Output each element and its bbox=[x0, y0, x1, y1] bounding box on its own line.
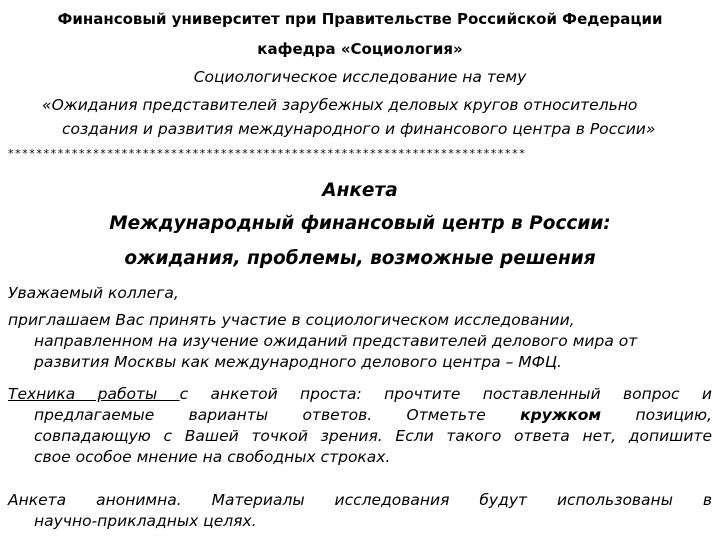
invitation-paragraph bbox=[8, 310, 712, 373]
technique-line-4: свое особое мнение на свободных строках. bbox=[34, 448, 391, 466]
anon-line-2: научно-прикладных целях. bbox=[34, 512, 257, 530]
technique-line-2-b: позицию, bbox=[635, 406, 712, 424]
questionnaire-title-line2: ожидания, проблемы, возможные решения bbox=[124, 248, 596, 269]
technique-line-2 bbox=[8, 405, 712, 426]
invite-line-2: направленном на изучение ожиданий представителей делового мира от bbox=[34, 332, 638, 350]
technique-emphasis: кружком bbox=[520, 406, 602, 424]
questionnaire-title-line1: Международный финансовый центр в России: bbox=[109, 213, 611, 234]
department-name: кафедра «Социология» bbox=[257, 40, 463, 58]
study-title-line2: создания и развития международного и финансового центра в России» bbox=[62, 120, 656, 138]
technique-line-2-a: предлагаемые варианты ответов. Отметьте bbox=[34, 406, 486, 424]
study-title-line1: «Ожидания представителей зарубежных деловых кругов относительно bbox=[42, 96, 638, 114]
university-name: Финансовый университет при Правительстве Российской Федерации bbox=[57, 10, 663, 28]
questionnaire-heading: Анкета bbox=[322, 180, 398, 201]
anon-line-1: Анкета анонимна. Материалы исследования будут использованы в bbox=[8, 491, 712, 509]
greeting-text: Уважаемый коллега, bbox=[8, 284, 179, 302]
invite-line-3: развития Москвы как международного делового центра – МФЦ. bbox=[34, 353, 562, 371]
technique-line-1 bbox=[8, 384, 712, 405]
invite-line-1: приглашаем Вас принять участие в социологическом исследовании, bbox=[8, 311, 575, 329]
technique-paragraph bbox=[8, 384, 712, 468]
technique-label: Техника работы bbox=[8, 385, 180, 403]
separator-line: ************************************************************************* bbox=[8, 147, 527, 160]
greeting bbox=[8, 283, 712, 304]
technique-line-3: совпадающую с Вашей точкой зрения. Если такого ответа нет, допишите bbox=[34, 427, 712, 445]
technique-line-1-rest: с анкетой проста: прочтите поставленный вопрос и bbox=[179, 385, 713, 403]
anonymity-paragraph bbox=[8, 490, 712, 532]
study-intro: Социологическое исследование на тему bbox=[193, 68, 527, 86]
